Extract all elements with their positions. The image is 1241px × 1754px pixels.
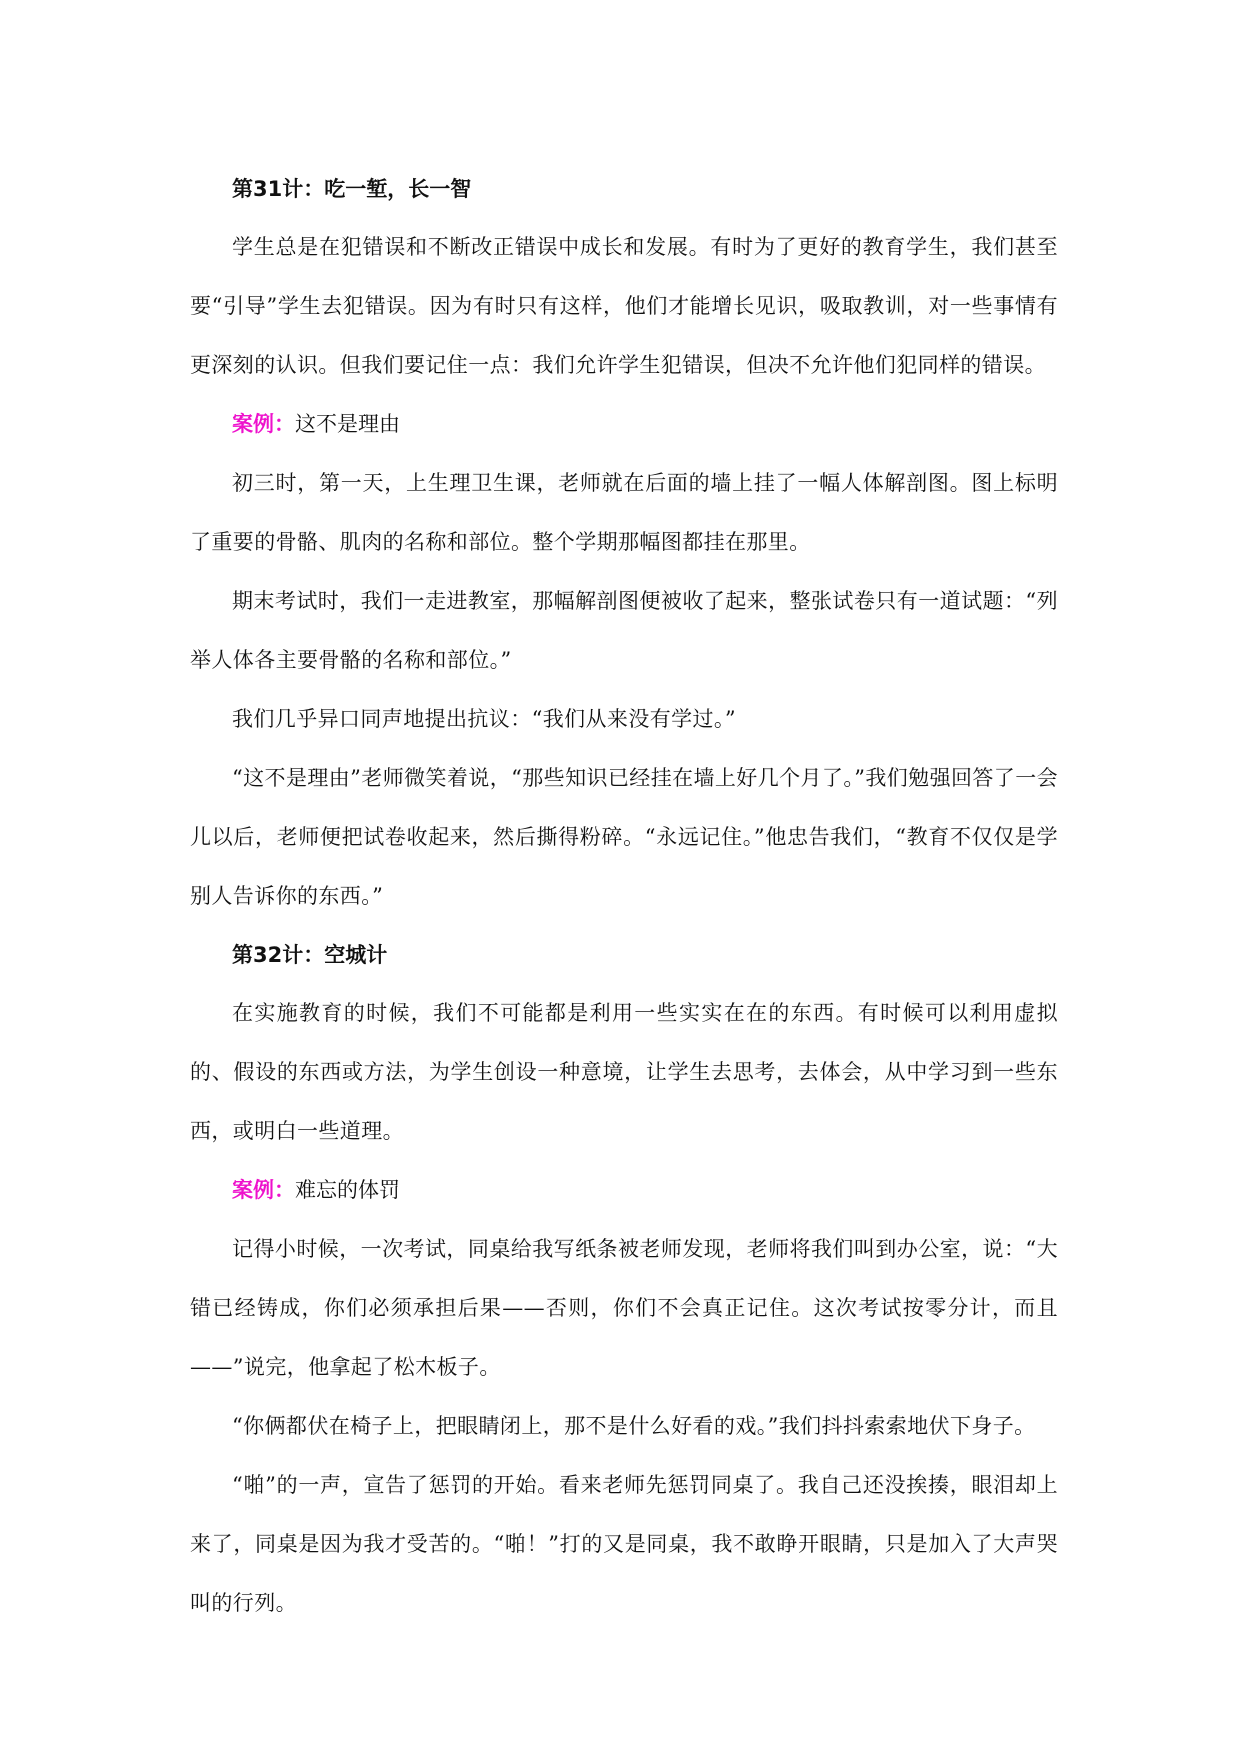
- case-32-paragraph-1: 记得小时候，一次考试，同桌给我写纸条被老师发现，老师将我们叫到办公室，说：“大错已经铸成，你们必须承担后果——否则，你们不会真正记住。这次考试按零分计，而且——”说完，他拿起了松木板子。: [190, 1237, 1058, 1379]
- section-32-intro: 在实施教育的时候，我们不可能都是利用一些实实在在的东西。有时候可以利用虚拟的、假设的东西或方法，为学生创设一种意境，让学生去思考，去体会，从中学习到一些东西，或明白一些道理。: [190, 1001, 1058, 1143]
- case-title: 难忘的体罚: [295, 1178, 400, 1202]
- case-31-paragraph-4: “这不是理由”老师微笑着说，“那些知识已经挂在墙上好几个月了。”我们勉强回答了一会儿以后，老师便把试卷收起来，然后撕得粉碎。“永远记住。”他忠告我们，“教育不仅仅是学别人告诉你的东西。”: [190, 766, 1058, 908]
- case-label: 案例：: [232, 412, 295, 436]
- case-32-paragraph-2: “你俩都伏在椅子上，把眼睛闭上，那不是什么好看的戏。”我们抖抖索索地伏下身子。: [232, 1414, 1036, 1438]
- case-31-paragraph-2: 期末考试时，我们一走进教室，那幅解剖图便被收了起来，整张试卷只有一道试题：“列举人体各主要骨骼的名称和部位。”: [190, 589, 1058, 672]
- document-body: [190, 160, 1058, 1633]
- section-heading-32: 第32计：空城计: [232, 943, 388, 967]
- case-31-paragraph-3: 我们几乎异口同声地提出抗议：“我们从来没有学过。”: [232, 707, 736, 731]
- case-title: 这不是理由: [295, 412, 400, 436]
- case-line-32: [190, 1161, 1058, 1220]
- section-heading-31: 第31计：吃一堑，长一智: [232, 177, 472, 201]
- case-31-paragraph-1: 初三时，第一天，上生理卫生课，老师就在后面的墙上挂了一幅人体解剖图。图上标明了重要的骨骼、肌肉的名称和部位。整个学期那幅图都挂在那里。: [190, 471, 1058, 554]
- case-32-paragraph-3: “啪”的一声，宣告了惩罚的开始。看来老师先惩罚同桌了。我自己还没挨揍，眼泪却上来了，同桌是因为我才受苦的。“啪！”打的又是同桌，我不敢睁开眼睛，只是加入了大声哭叫的行列。: [190, 1473, 1058, 1615]
- case-line-31: [190, 395, 1058, 454]
- case-label: 案例：: [232, 1178, 295, 1202]
- section-31-intro: 学生总是在犯错误和不断改正错误中成长和发展。有时为了更好的教育学生，我们甚至要“引导”学生去犯错误。因为有时只有这样，他们才能增长见识，吸取教训，对一些事情有更深刻的认识。但我们要记住一点：我们允许学生犯错误，但决不允许他们犯同样的错误。: [190, 235, 1058, 377]
